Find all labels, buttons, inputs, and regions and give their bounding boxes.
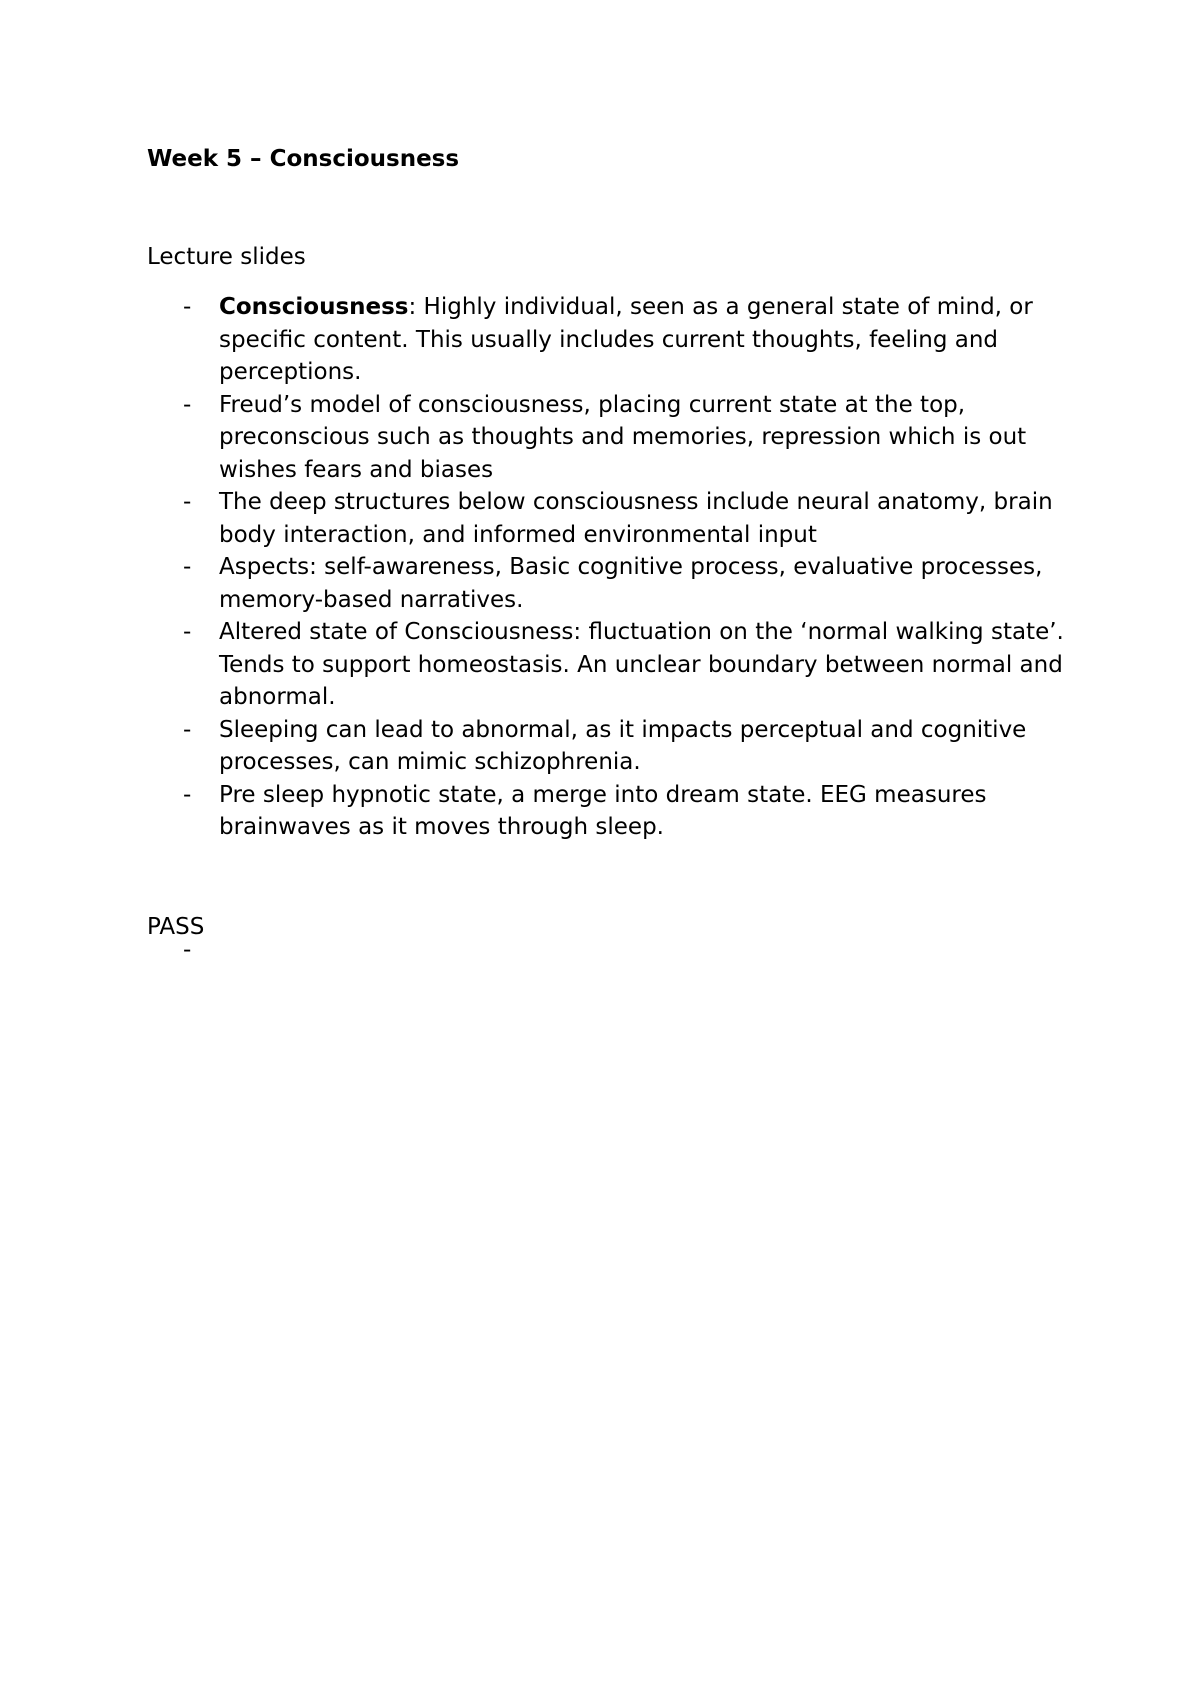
list-item	[147, 779, 1077, 844]
list-item	[147, 486, 1077, 551]
list-item-text: Aspects: self-awareness, Basic cognitive process, evaluative processes, memory-based narratives.	[219, 554, 1043, 613]
bullet-dash: -	[183, 391, 192, 418]
list-item	[147, 389, 1077, 487]
bullet-dash: -	[183, 489, 192, 515]
bullet-dash: -	[183, 781, 192, 808]
list-item-text: : Highly individual, seen as a general state of mind, or specific content. This usually includes current thoughts, feeling and perceptions.	[219, 294, 1033, 385]
bullet-dash: -	[183, 716, 192, 743]
list-item	[147, 291, 1077, 389]
bullet-dash: -	[183, 554, 192, 580]
list-item-text: Altered state of Consciousness: fluctuation on the ‘normal walking state’. Tends to support homeostasis. An unclear boundary between normal and abnormal.	[219, 619, 1064, 710]
section-heading-pass: PASS	[147, 914, 205, 940]
list-item	[147, 551, 1077, 616]
list-item-text: Freud’s model of consciousness, placing current state at the top, preconscious such as thoughts and memories, repression which is out wishes fears and biases	[219, 391, 1027, 483]
list-item-text: Pre sleep hypnotic state, a merge into dream state. EEG measures brainwaves as it moves through sleep.	[219, 781, 987, 840]
bullet-dash: -	[183, 294, 192, 320]
list-item-text: The deep structures below consciousness include neural anatomy, brain body interaction, and informed environmental input	[219, 489, 1053, 548]
page-title: Week 5 – Consciousness	[147, 146, 460, 172]
section-heading-lecture-slides: Lecture slides	[147, 244, 306, 270]
lecture-slides-list	[147, 291, 1077, 844]
list-item	[147, 616, 1077, 714]
bullet-dash: -	[183, 937, 192, 963]
bullet-dash: -	[183, 619, 192, 645]
list-item-text: Sleeping can lead to abnormal, as it impacts perceptual and cognitive processes, can mimic schizophrenia.	[219, 716, 1027, 775]
list-item	[147, 714, 1077, 779]
bold-term: Consciousness	[219, 294, 409, 320]
